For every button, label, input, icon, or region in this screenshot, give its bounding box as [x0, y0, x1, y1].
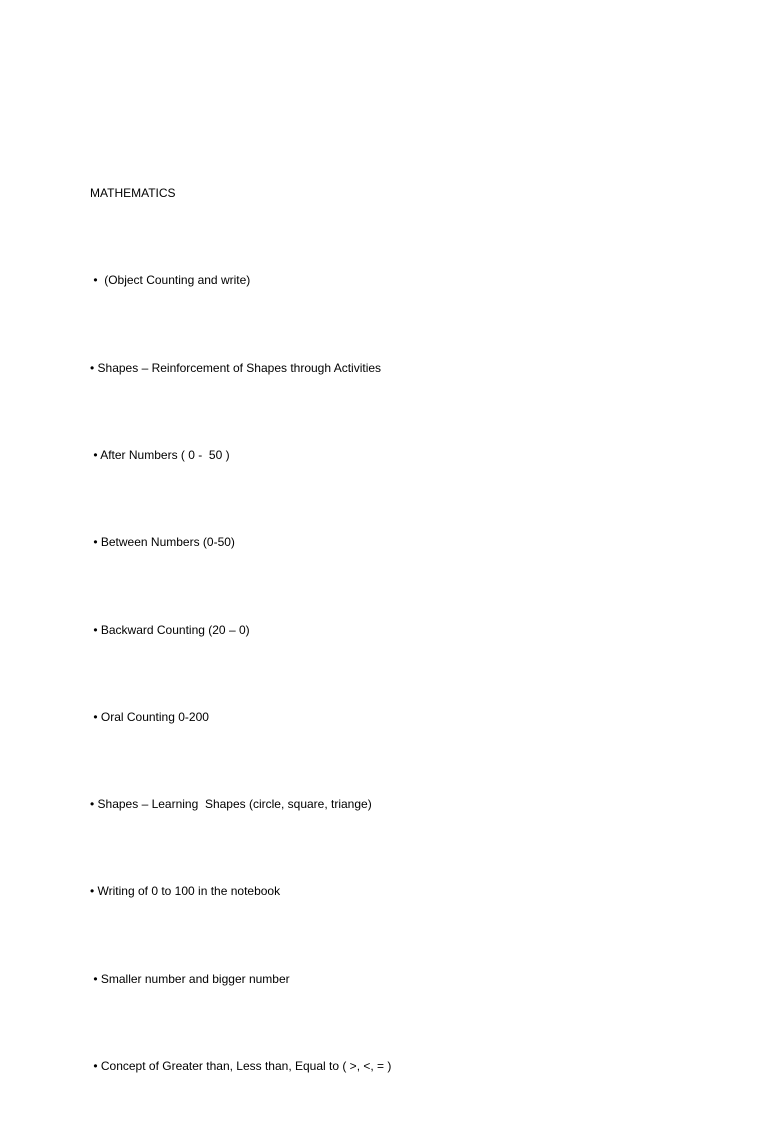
list-item: • Shapes – Learning Shapes (circle, square, triange) [90, 797, 372, 812]
list-item: • Shapes – Reinforcement of Shapes through Activities [90, 360, 382, 375]
list-item: • Backward Counting (20 – 0) [90, 622, 250, 637]
list-item: • After Numbers ( 0 - 50 ) [90, 448, 230, 463]
list-item: • (Object Counting and write) [90, 273, 251, 288]
section-heading: MATHEMATICS [90, 186, 176, 201]
list-item: • Concept of Greater than, Less than, Equal to ( >, <, = ) [90, 1059, 392, 1073]
list-item: • Oral Counting 0-200 [90, 709, 209, 724]
document-body [90, 121, 391, 1139]
list-item: • Between Numbers (0-50) [90, 535, 235, 550]
list-item: • Smaller number and bigger number [90, 971, 290, 986]
list-item: • Writing of 0 to 100 in the notebook [90, 884, 281, 899]
